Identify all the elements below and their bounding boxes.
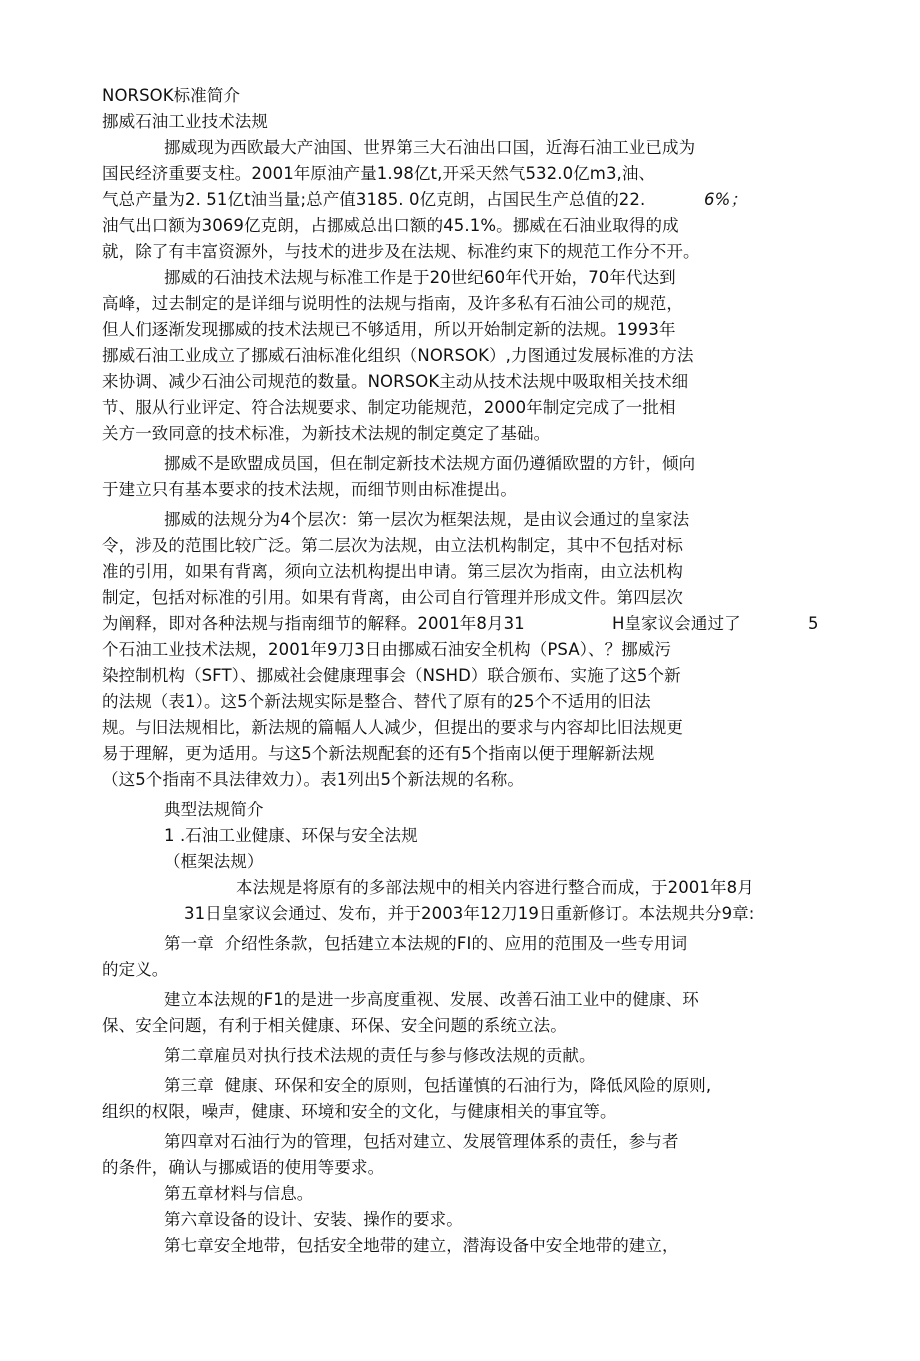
section-heading: 典型法规简介 xyxy=(164,800,264,819)
text-line: 挪威石油工业成立了挪威石油标准化组织（NORSOK）,力图通过发展标准的方法 xyxy=(102,346,694,365)
text-line: 第六章设备的设计、安装、操作的要求。 xyxy=(164,1210,463,1229)
text-line: 组织的权限，噪声，健康、环境和安全的文化，与健康相关的事宜等。 xyxy=(102,1102,617,1121)
text-line: 的法规（表1）。这5个新法规实际是整合、替代了原有的25个不适用的旧法 xyxy=(102,692,651,711)
text-line: 令，涉及的范围比较广泛。第二层次为法规，由立法机构制定，其中不包括对标 xyxy=(102,536,683,555)
text-line: 第二章雇员对执行技术法规的责任与参与修改法规的贡献。 xyxy=(164,1046,596,1065)
text-line: 国民经济重要支柱。2001年原油产量1.98亿t,开采天然气532.0亿m3,油、 xyxy=(102,164,656,183)
text-line: 本法规是将原有的多部法规中的相关内容进行整合而成，于2001年8月 xyxy=(236,878,754,897)
text-line: 保、安全问题，有利于相关健康、环保、安全问题的系统立法。 xyxy=(102,1016,567,1035)
text-line: 易于理解，更为适用。与这5个新法规配套的还有5个指南以便于理解新法规 xyxy=(102,744,655,763)
text-line: 制定，包括对标准的引用。如果有背离，由公司自行管理并形成文件。第四层次 xyxy=(102,588,683,607)
text-line: 5 xyxy=(808,614,819,633)
text-line: 但人们逐渐发现挪威的技术法规已不够适用，所以开始制定新的法规。1993年 xyxy=(102,320,676,339)
text-line: 就，除了有丰富资源外，与技术的进步及在法规、标准约束下的规范工作分不开。 xyxy=(102,242,700,261)
text-line: 染控制机构（SFT）、挪威社会健康理事会（NSHD）联合颁布、实施了这5个新 xyxy=(102,666,681,685)
text-line: 气总产量为2. 51亿t油当量;总产值3185. 0亿克朗，占国民生产总值的22. xyxy=(102,190,646,209)
text-line: （这5个指南不具法律效力）。表1列出5个新法规的名称。 xyxy=(102,770,524,789)
text-line: 建立本法规的F1的是进一步高度重视、发展、改善石油工业中的健康、环 xyxy=(164,990,699,1009)
text-line: 挪威不是欧盟成员国，但在制定新技术法规方面仍遵循欧盟的方针，倾向 xyxy=(164,454,696,473)
text-line: 第三章 健康、环保和安全的原则，包括谨慎的石油行为，降低风险的原则, xyxy=(164,1076,712,1095)
text-line: 节、服从行业评定、符合法规要求、制定功能规范，2000年制定完成了一批相 xyxy=(102,398,676,417)
text-line: 第七章安全地带，包括安全地带的建立，潜海设备中安全地带的建立， xyxy=(164,1236,679,1255)
text-line: 个石油工业技术法规，2001年9刀3日由挪威石油安全机构（PSA）、？挪威污 xyxy=(102,640,672,659)
text-line: 第五章材料与信息。 xyxy=(164,1184,314,1203)
text-line: （框架法规） xyxy=(164,852,264,871)
section-heading: 1 .石油工业健康、环保与安全法规 xyxy=(164,826,418,845)
text-line: 为阐释，即对各种法规与指南细节的解释。2001年8月31 xyxy=(102,614,525,633)
text-line: 挪威的石油技术法规与标准工作是于20世纪60年代开始，70年代达到 xyxy=(164,268,676,287)
text-line: 关方一致同意的技术标准，为新技术法规的制定奠定了基础。 xyxy=(102,424,551,443)
text-line: 第四章对石油行为的管理，包括对建立、发展管理体系的责任，参与者 xyxy=(164,1132,679,1151)
text-line: 的条件，确认与挪威语的使用等要求。 xyxy=(102,1158,385,1177)
text-line: H皇家议会通过了 xyxy=(612,614,741,633)
text-line: 第一章 介绍性条款，包括建立本法规的FI的、应用的范围及一些专用词 xyxy=(164,934,688,953)
text-line: 准的引用，如果有背离，须向立法机构提出申请。第三层次为指南，由立法机构 xyxy=(102,562,683,581)
text-line: 来协调、减少石油公司规范的数量。NORSOK主动从技术法规中吸取相关技术细 xyxy=(102,372,689,391)
document-subtitle: 挪威石油工业技术法规 xyxy=(102,112,268,131)
text-line: 于建立只有基本要求的技术法规，而细节则由标准提出。 xyxy=(102,480,517,499)
text-line: 31日皇家议会通过、发布，并于2003年12刀19日重新修订。本法规共分9章: xyxy=(184,904,755,923)
text-line: 规。与旧法规相比，新法规的篇幅人人减少，但提出的要求与内容却比旧法规更 xyxy=(102,718,683,737)
text-line: 的定义。 xyxy=(102,960,169,979)
text-line: 高峰，过去制定的是详细与说明性的法规与指南，及许多私有石油公司的规范， xyxy=(102,294,683,313)
text-line: 挪威的法规分为4个层次：第一层次为框架法规，是由议会通过的皇家法 xyxy=(164,510,690,529)
text-line: 油气出口额为3069亿克朗，占挪威总出口额的45.1%。挪威在石油业取得的成 xyxy=(102,216,679,235)
text-line: 挪威现为西欧最大产油国、世界第三大石油出口国，近海石油工业已成为 xyxy=(164,138,696,157)
document-title: NORSOK标准简介 xyxy=(102,86,241,105)
text-line: 6%； xyxy=(704,190,747,209)
